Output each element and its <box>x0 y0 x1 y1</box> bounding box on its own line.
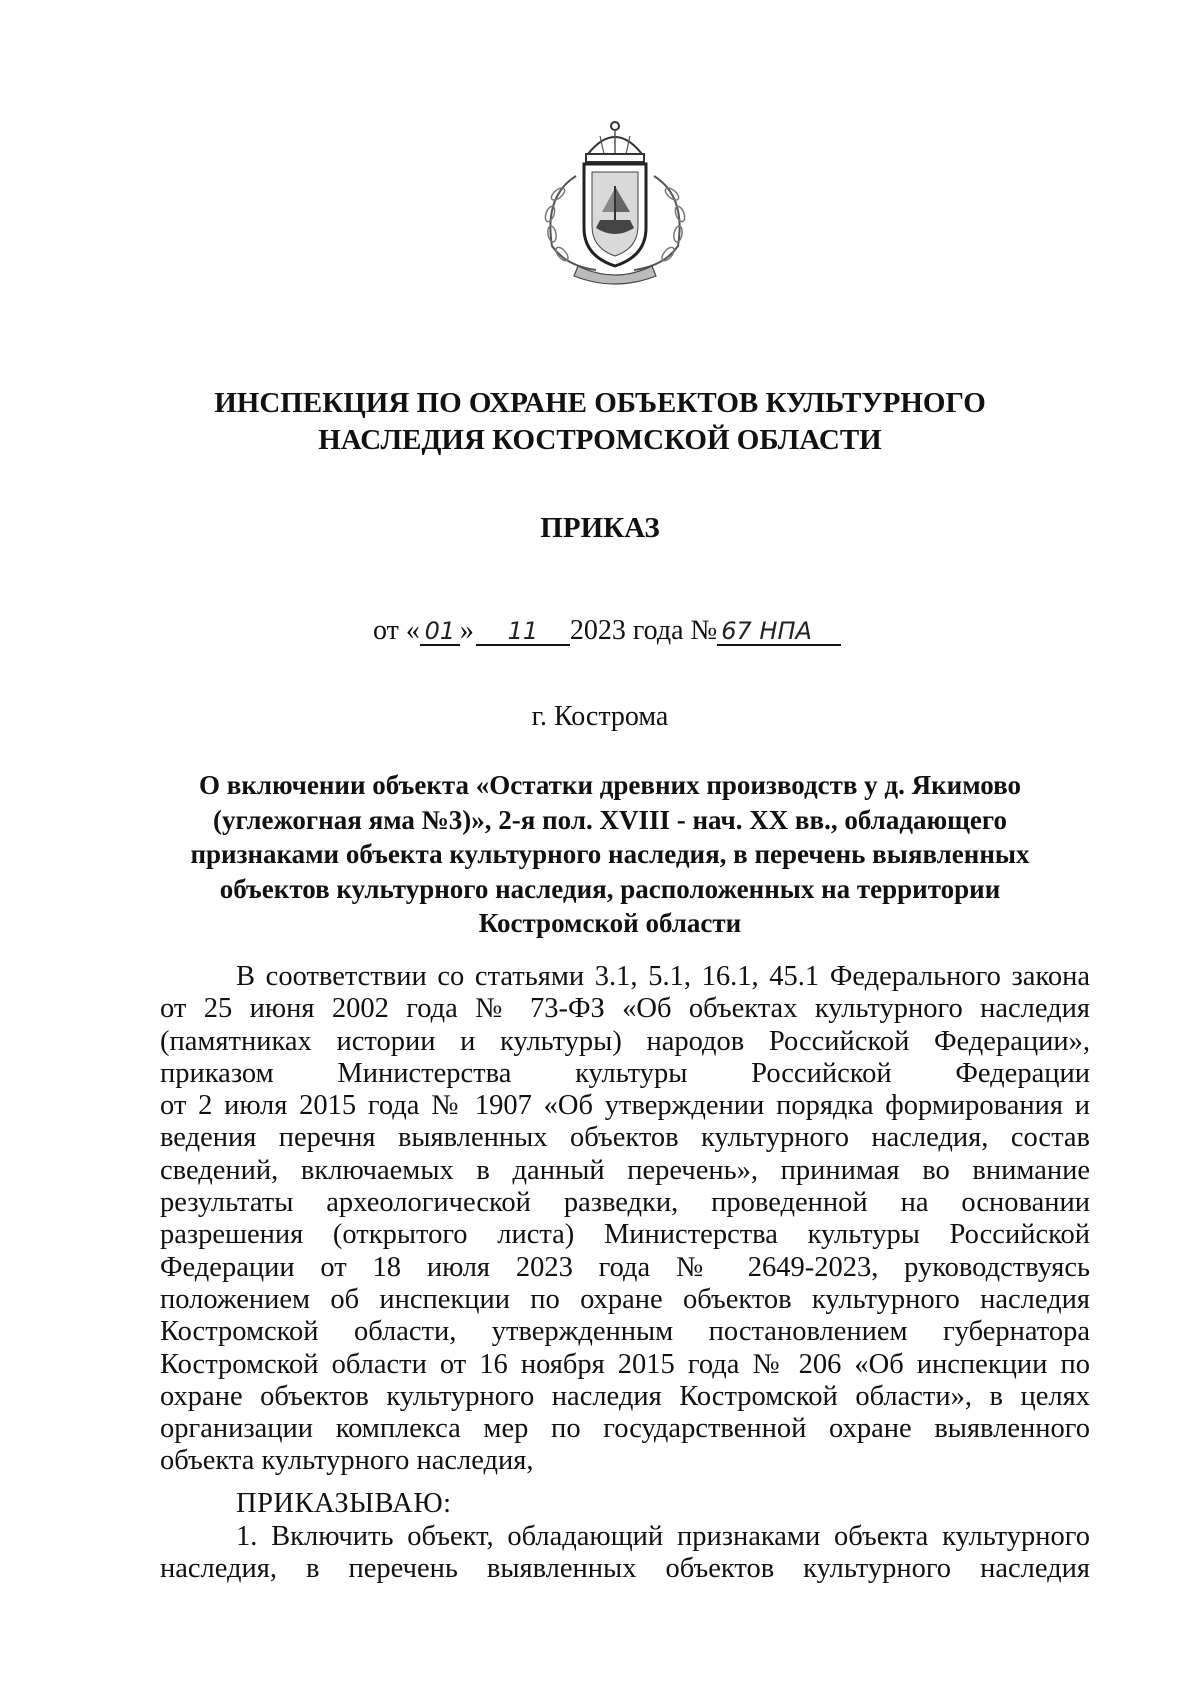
order-subject <box>160 768 1060 941</box>
subject-line: признаками объекта культурного наследия, в перечень выявленных <box>190 839 1030 869</box>
preamble-paragraph <box>160 961 1090 1478</box>
point-line: наследия, в перечень выявленных объектов культурного наследия <box>160 1553 1090 1585</box>
body-line: разрешения (открытого листа) Министерства культуры Российской <box>160 1219 1090 1251</box>
body-line: ведения перечня выявленных объектов культурного наследия, состав <box>160 1122 1090 1154</box>
handwritten-month: 11 <box>476 618 570 646</box>
coat-of-arms-icon <box>526 116 704 286</box>
city-line: г. Кострома <box>531 701 669 732</box>
body-line: положением об инспекции по охране объектов культурного наследия <box>160 1283 1090 1315</box>
subject-line: объектов культурного наследия, расположенных на территории <box>219 873 1001 904</box>
body-line: В соответствии со статьями 3.1, 5.1, 16.1, 45.1 Федерального закона <box>236 961 1090 992</box>
body-line: результаты археологической разведки, проведенной на основании <box>160 1187 1090 1219</box>
date-year-text: 2023 года № <box>569 615 718 646</box>
order-directive-word: ПРИКАЗЫВАЮ: <box>236 1488 452 1519</box>
point-line: 1. Включить объект, обладающий признаками объекта культурного <box>236 1521 1090 1552</box>
subject-line: О включении объекта «Остатки древних производств у д. Якимово <box>199 770 1021 800</box>
body-line: Костромской области от 16 ноября 2015 года № 206 «Об инспекции по <box>160 1348 1090 1380</box>
order-point-1 <box>160 1521 1090 1586</box>
handwritten-day: 01 <box>420 618 460 646</box>
organization-title-line-2: НАСЛЕДИЯ КОСТРОМСКОЙ ОБЛАСТИ <box>318 424 882 456</box>
body-line: от 2 июля 2015 года № 1907 «Об утверждении порядка формирования и <box>160 1090 1090 1122</box>
date-number-line <box>373 615 841 647</box>
subject-line: (углежогная яма №3)», 2-я пол. XVIII - нач. XX вв., обладающего <box>213 804 1007 835</box>
date-mid: » <box>459 615 474 646</box>
date-prefix: от « <box>373 615 420 646</box>
handwritten-order-number: 67 НПА <box>717 618 841 646</box>
body-line: приказом Министерства культуры Российской Федерации <box>160 1057 1090 1089</box>
body-line: Костромской области, утвержденным постановлением губернатора <box>160 1316 1090 1348</box>
body-line: Федерации от 18 июля 2023 года № 2649-2023, руководствуясь <box>160 1251 1090 1283</box>
body-line: сведений, включаемых в данный перечень», принимая во внимание <box>160 1154 1090 1186</box>
subject-line: Костромской области <box>478 908 742 938</box>
body-line: (памятниках истории и культуры) народов Российской Федерации», <box>160 1025 1090 1057</box>
body-line: охране объектов культурного наследия Костромской области», в целях <box>160 1380 1090 1412</box>
body-line: организации комплекса мер по государственной охране выявленного <box>160 1413 1090 1445</box>
body-line: объекта культурного наследия, <box>160 1445 534 1477</box>
organization-title-line-1: ИНСПЕКЦИЯ ПО ОХРАНЕ ОБЪЕКТОВ КУЛЬТУРНОГО <box>214 387 986 419</box>
body-line: от 25 июня 2002 года № 73-ФЗ «Об объектах культурного наследия <box>160 993 1090 1025</box>
document-type-heading: ПРИКАЗ <box>540 512 660 544</box>
